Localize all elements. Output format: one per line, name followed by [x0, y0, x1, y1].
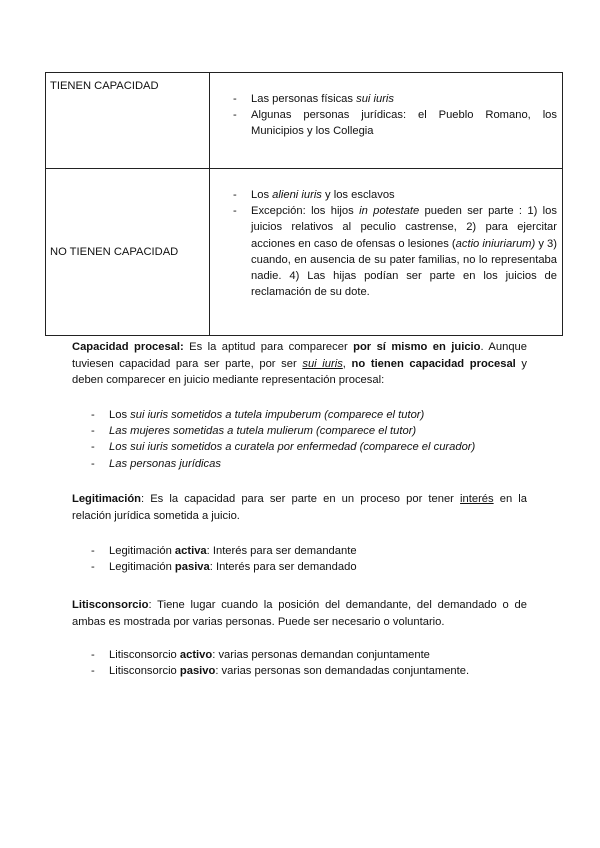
list-item: - Los alieni iuris y los esclavos [227, 187, 557, 203]
table-row [46, 169, 563, 336]
list-item: - Legitimación activa: Interés para ser demandante [85, 543, 545, 559]
list-item: - Las personas jurídicas [85, 456, 545, 472]
term-heading: Capacidad procesal: [72, 341, 184, 353]
list-item: - Legitimación pasiva: Interés para ser demandado [85, 559, 545, 575]
bullet-list [227, 187, 557, 300]
list-item: - Los sui iuris sometidos a curatela por enfermedad (comparece el curador) [85, 439, 545, 455]
capacity-table [45, 72, 563, 336]
legitimacion-paragraph: Legitimación: Es la capacidad para ser parte en un proceso por tener interés en la relación jurídica sometida a juicio. [72, 493, 528, 522]
bullet-list [227, 91, 557, 140]
list-item: - Excepción: los hijos in potestate pueden ser parte : 1) los juicios relativos al peculio castrense, 2) para ejercitar acciones en caso de ofensas o lesiones (actio iniuriarum) y 3) cuando, en ausencia de su pater familias, no lo representaba nadie. 4) Las hijas podían ser parte en los juicios de reclamación de su dote. [227, 203, 557, 300]
list-item: - Algunas personas jurídicas: el Pueblo Romano, los Municipios y los Collegia [227, 107, 557, 139]
row-content [210, 169, 563, 336]
row-label: TIENEN CAPACIDAD [46, 73, 210, 169]
representation-list [85, 407, 545, 472]
list-item: - Los sui iuris sometidos a tutela impuberum (comparece el tutor) [85, 407, 545, 423]
litisconsorcio-list [85, 647, 545, 679]
row-content [210, 73, 563, 169]
row-label: NO TIENEN CAPACIDAD [46, 169, 210, 336]
table-row [46, 73, 563, 169]
list-item: - Litisconsorcio activo: varias personas demandan conjuntamente [85, 647, 545, 663]
legitimacion-list [85, 543, 545, 575]
list-item: - Litisconsorcio pasivo: varias personas son demandadas conjuntamente. [85, 663, 545, 679]
litisconsorcio-paragraph: Litisconsorcio: Tiene lugar cuando la posición del demandante, del demandado o de ambas es mostrada por varias personas. Puede ser necesario o voluntario. [72, 599, 527, 628]
list-item: - Las personas físicas sui iuris [227, 91, 557, 107]
list-item: - Las mujeres sometidas a tutela mulierum (comparece el tutor) [85, 423, 545, 439]
term-heading: Legitimación [72, 493, 141, 505]
capacidad-procesal-paragraph: Capacidad procesal: Es la aptitud para comparecer por sí mismo en juicio. Aunque tuviesen capacidad para ser parte, por ser sui iuris, no tienen capacidad procesal y deben comparecer en juicio mediante representación procesal: [72, 341, 528, 386]
term-heading: Litisconsorcio [72, 599, 149, 611]
